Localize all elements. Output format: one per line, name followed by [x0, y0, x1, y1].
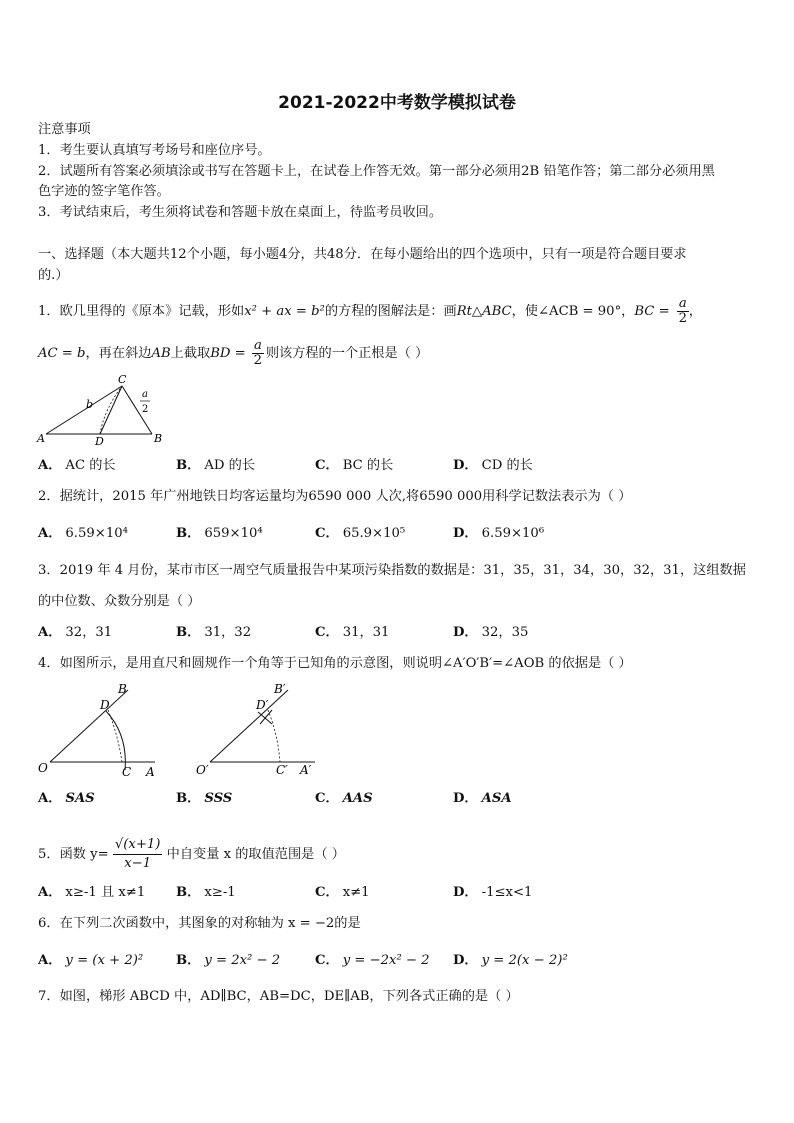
section-heading-cont: 的.）	[38, 268, 69, 283]
q1-fig-label-b: B	[154, 432, 163, 445]
section-heading: 一、选择题（本大题共12个小题，每小题4分，共48分．在每小题给出的四个选项中，只有一项是符合题目要求	[38, 247, 687, 262]
q2-option-c[interactable]: C． 65.9×10⁵	[315, 526, 406, 541]
q5-text-1: 5．函数 y=	[38, 847, 109, 862]
q4-fig2-label-a: A′	[300, 763, 312, 777]
q1-fig-label-a-side: a	[142, 389, 148, 400]
q3-option-d[interactable]: D． 32，35	[453, 625, 529, 640]
q1-fraction-2	[252, 339, 264, 368]
notice-item-3: 3．考试结束后，考生须将试卷和答题卡放在桌面上，待监考员收回。	[38, 205, 443, 220]
q4-fig1-label-o: O	[38, 761, 48, 775]
q5-fraction	[113, 836, 163, 873]
q5-denominator: x−1	[124, 856, 152, 871]
q1-triangle: Rt△ABC	[456, 304, 512, 319]
q1-fig-label-c: C	[118, 373, 127, 386]
q3-option-b[interactable]: B． 31，32	[176, 625, 252, 640]
question-2: 2．据统计，2015 年广州地铁日均客运量均为6590 000 人次,将6590 000用科学记数法表示为（ ）	[38, 489, 632, 504]
q4-option-b[interactable]: B． SSS	[176, 791, 233, 806]
notice-item-2-cont: 色字迹的签字笔作答。	[38, 184, 170, 199]
q4-option-c[interactable]: C． AAS	[315, 791, 373, 806]
q1-fig-label-d: D	[95, 435, 104, 446]
q1-bd: BD =	[210, 346, 246, 361]
q1-text-6: 则该方程的一个正根是（ ）	[265, 346, 429, 361]
q4-fig2-label-o: O′	[196, 763, 209, 777]
q4-figure-2	[190, 680, 325, 780]
q6-option-b[interactable]: B． y = 2x² − 2	[176, 953, 281, 968]
q4-fig2-label-d: D′	[256, 698, 269, 712]
q6-option-d[interactable]: D． y = 2(x − 2)²	[453, 953, 568, 968]
question-7: 7．如图，梯形 ABCD 中，AD∥BC，AB=DC，DE∥AB，下列各式正确的是（ ）	[38, 989, 519, 1004]
q1-fig-label-b-side: b	[86, 398, 94, 411]
q4-option-d[interactable]: D． ASA	[453, 791, 512, 806]
q5-option-a[interactable]: A． x≥-1 且 x≠1	[38, 885, 146, 900]
question-5	[38, 836, 345, 873]
q1-text-3: ，使∠ACB = 90°，	[511, 304, 635, 319]
notice-item-2: 2．试题所有答案必须填涂或书写在答题卡上，在试卷上作答无效。第一部分必须用2B 铅笔作答；第二部分必须用黑	[38, 164, 715, 179]
q1-text-2: 的方程的图解法是：画	[324, 304, 457, 319]
q6-option-a[interactable]: A． y = (x + 2)²	[38, 953, 144, 968]
q2-option-d[interactable]: D． 6.59×10⁶	[453, 526, 545, 541]
q1-ac: AC = b	[38, 346, 86, 361]
q3-option-c[interactable]: C． 31，31	[315, 625, 390, 640]
q1-fig-label-a: A	[37, 432, 45, 445]
question-1-line2	[38, 339, 428, 368]
q4-fig1-label-b: B	[118, 682, 127, 696]
q1-option-c[interactable]: C． BC 的长	[315, 458, 394, 473]
q1-bc: BC =	[634, 304, 670, 319]
notice-heading: 注意事项	[38, 122, 91, 137]
q1-option-d[interactable]: D． CD 的长	[453, 458, 533, 473]
q2-option-b[interactable]: B． 659×10⁴	[176, 526, 263, 541]
q1-figure	[34, 372, 174, 446]
q1-equation: x² + ax = b²	[244, 304, 325, 319]
question-3-line2: 的中位数、众数分别是（ ）	[38, 594, 201, 609]
question-6: 6．在下列二次函数中，其图象的对称轴为 x = −2的是	[38, 916, 361, 931]
q1-option-a[interactable]: A． AC 的长	[38, 458, 116, 473]
q3-option-a[interactable]: A． 32，31	[38, 625, 113, 640]
question-3-line1: 3．2019 年 4 月份，某市市区一周空气质量报告中某项污染指数的数据是：31，35，31，34，30，32，31，这组数据	[38, 563, 746, 578]
q5-option-d[interactable]: D． -1≤x<1	[453, 885, 533, 900]
q1-frac2-num: a	[253, 338, 262, 353]
q1-text-1: 1．欧几里得的《原本》记载，形如	[38, 304, 245, 319]
q2-option-a[interactable]: A． 6.59×10⁴	[38, 526, 128, 541]
q4-fig2-label-b: B′	[274, 682, 286, 696]
q1-frac1-den: 2	[678, 311, 687, 326]
q1-fig-label-2: 2	[142, 404, 149, 415]
q4-fig1-label-a: A	[146, 765, 155, 779]
notice-item-1: 1．考生要认真填写考场号和座位序号。	[38, 143, 271, 158]
q4-figure-1	[30, 680, 165, 780]
q1-text-5: 上截取	[170, 346, 211, 361]
q1-text-4: ，再在斜边	[85, 346, 152, 361]
q5-numerator: √(x+1)	[113, 836, 163, 855]
q1-fraction-1	[677, 297, 689, 326]
question-4: 4．如图所示，是用直尺和圆规作一个角等于已知角的示意图，则说明∠A′O′B′=∠AOB 的依据是（ ）	[38, 656, 632, 671]
q1-option-b[interactable]: B． AD 的长	[176, 458, 256, 473]
q4-fig1-label-c: C	[122, 765, 132, 779]
q5-option-b[interactable]: B． x≥-1	[176, 885, 236, 900]
q1-frac2-den: 2	[253, 353, 263, 368]
q1-frac1-num: a	[678, 296, 687, 311]
question-1-line1: 1．欧几里得的《原本》记载，形如x² + ax = b²的方程的图解法是：画Rt△ABC，使∠ACB = 90°，BC = $\frac{a}{2}$ ，	[38, 296, 702, 326]
q4-option-a[interactable]: A． SAS	[38, 791, 95, 806]
q4-fig2-label-c: C′	[276, 763, 288, 777]
q5-option-c[interactable]: C． x≠1	[315, 885, 370, 900]
q4-fig1-label-d: D	[100, 698, 110, 712]
q1-ab: AB	[151, 346, 171, 361]
exam-title: 2021-2022中考数学模拟试卷	[278, 93, 516, 113]
q5-text-2: 中自变量 x 的取值范围是（ ）	[166, 847, 345, 862]
q6-option-c[interactable]: C． y = −2x² − 2	[315, 953, 430, 968]
